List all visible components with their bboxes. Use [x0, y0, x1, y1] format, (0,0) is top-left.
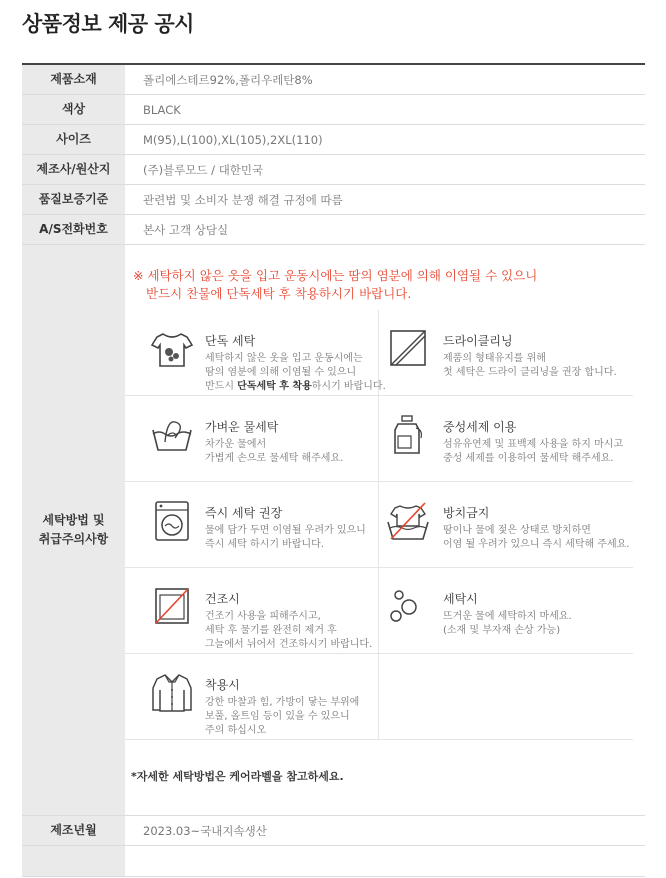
row-value: BLACK [143, 102, 181, 117]
care-item-desc [205, 610, 372, 652]
desc-bold-text: 단독세탁 후 착용 [237, 381, 312, 392]
hand-wash-icon [149, 414, 195, 456]
table-row-blank [22, 846, 645, 877]
care-note: *자세한 세탁방법은 케어라벨을 참고하세요. [131, 770, 344, 783]
desc-line: 그늘에서 뉘어서 건조하시기 바랍니다. [205, 639, 373, 650]
desc-line: 세탁하지 않은 옷을 입고 운동시에는 [205, 353, 363, 364]
table-row [22, 185, 645, 215]
table-row [22, 155, 645, 185]
care-item-dry-clean [379, 310, 633, 396]
desc-line: 주의 하십시오 [205, 725, 267, 736]
table-row [22, 816, 645, 846]
care-item-desc [205, 438, 343, 466]
desc-line: 물에 담가 두면 이염될 우려가 있으니 [205, 525, 366, 536]
desc-line [205, 380, 386, 394]
desc-line: 세탁 후 물기를 완전히 제거 후 [205, 625, 337, 636]
care-item-washing [379, 568, 633, 654]
desc-text: 반드시 [205, 381, 238, 392]
washing-machine-icon [149, 500, 195, 542]
care-item-immediate-wash [125, 482, 379, 568]
table-row [22, 65, 645, 95]
desc-line: 가볍게 손으로 물세탁 해주세요. [205, 453, 344, 464]
shirt-icon [149, 672, 195, 714]
table-row [22, 215, 645, 245]
care-item-desc [443, 524, 629, 552]
care-item-title: 건조시 [205, 592, 240, 606]
desc-line: 즉시 세탁 하시기 바랍니다. [205, 539, 324, 550]
row-value: 폴리에스테르92%,폴리우레탄8% [143, 72, 313, 87]
row-value-blank [125, 846, 645, 876]
care-row [22, 245, 645, 816]
care-item-neutral-detergent [379, 396, 633, 482]
row-value: 본사 고객 상담실 [143, 222, 229, 237]
no-soak-icon [385, 500, 431, 542]
row-label: 사이즈 [22, 125, 125, 154]
desc-line: 뜨거운 물에 세탁하지 마세요. [443, 611, 572, 622]
desc-line: 땀이나 물에 젖은 상태로 방치하면 [443, 525, 591, 536]
desc-line: 강한 마찰과 힘, 가방이 닿는 부위에 [205, 697, 360, 708]
care-item-desc [443, 610, 572, 638]
page-title: 상품정보 제공 공시 [22, 12, 194, 36]
care-item-desc [205, 352, 386, 394]
care-item-wearing [125, 654, 379, 740]
row-value: 관련법 및 소비자 분쟁 해결 규정에 따름 [143, 192, 343, 207]
desc-line: 땀의 염분에 의해 이염될 수 있으니 [205, 367, 357, 378]
care-item-empty [379, 654, 633, 740]
row-label: 제품소재 [22, 65, 125, 94]
care-item-title: 가벼운 물세탁 [205, 420, 279, 434]
desc-line: 중성 세제를 이용하여 물세탁 해주세요. [443, 453, 614, 464]
desc-line: 이염 될 우려가 있으니 즉시 세탁해 주세요. [443, 539, 630, 550]
bubbles-icon [385, 586, 431, 628]
care-item-light-wash [125, 396, 379, 482]
care-label-line1: 세탁방법 및 [42, 512, 105, 527]
desc-line: 보풀, 올트임 등이 있을 수 있으니 [205, 711, 350, 722]
care-item-desc [443, 438, 623, 466]
row-label: 색상 [22, 95, 125, 124]
care-item-desc [205, 524, 366, 552]
care-item-desc [205, 696, 359, 738]
detergent-icon [385, 414, 431, 456]
care-label [22, 245, 125, 815]
no-dryer-icon [149, 586, 195, 628]
row-value: 2023.03~국내지속생산 [143, 823, 267, 838]
product-info-table [22, 63, 645, 877]
care-item-drying [125, 568, 379, 654]
row-label: A/S전화번호 [22, 215, 125, 244]
warning-line2: 반드시 찬물에 단독세탁 후 착용하시기 바랍니다. [146, 286, 412, 301]
care-item-title: 착용시 [205, 678, 240, 692]
care-item-title: 세탁시 [443, 592, 478, 606]
care-item-desc [443, 352, 617, 380]
care-content [125, 245, 645, 815]
care-label-line2: 취급주의사항 [38, 532, 109, 546]
care-item-title: 단독 세탁 [205, 334, 256, 348]
desc-line: 첫 세탁은 드라이 클리닝을 권장 합니다. [443, 367, 617, 378]
warning-line1: ※ 세탁하지 않은 옷을 입고 운동시에는 땀의 염분에 의해 이염될 수 있으니 [133, 268, 538, 283]
care-item-title: 방치금지 [443, 506, 490, 520]
table-row [22, 125, 645, 155]
row-value: (주)블루모드 / 대한민국 [143, 162, 264, 177]
table-row [22, 95, 645, 125]
row-value: M(95),L(100),XL(105),2XL(110) [143, 132, 323, 147]
care-grid [125, 310, 633, 742]
care-item-solo-wash [125, 310, 386, 396]
desc-line: (소재 및 부자재 손상 가능) [443, 625, 561, 636]
row-label: 제조년월 [22, 816, 125, 845]
desc-text: 하시기 바랍니다. [311, 381, 386, 392]
dry-clean-icon [385, 328, 431, 370]
care-item-no-soak [379, 482, 633, 568]
care-item-title: 즉시 세탁 권장 [205, 506, 283, 520]
row-label: 품질보증기준 [22, 185, 125, 214]
warning-text [133, 267, 537, 303]
tshirt-icon [149, 328, 195, 370]
care-item-title: 중성세제 이용 [443, 420, 517, 434]
desc-line: 차가운 물에서 [205, 439, 267, 450]
desc-line: 제품의 형태유지를 위해 [443, 353, 546, 364]
row-label-blank [22, 846, 125, 876]
desc-line: 섬유유연제 및 표백제 사용을 하지 마시고 [443, 439, 624, 450]
care-item-title: 드라이클리닝 [443, 334, 513, 348]
desc-line: 건조기 사용을 피해주시고, [205, 611, 321, 622]
row-label: 제조사/원산지 [22, 155, 125, 184]
